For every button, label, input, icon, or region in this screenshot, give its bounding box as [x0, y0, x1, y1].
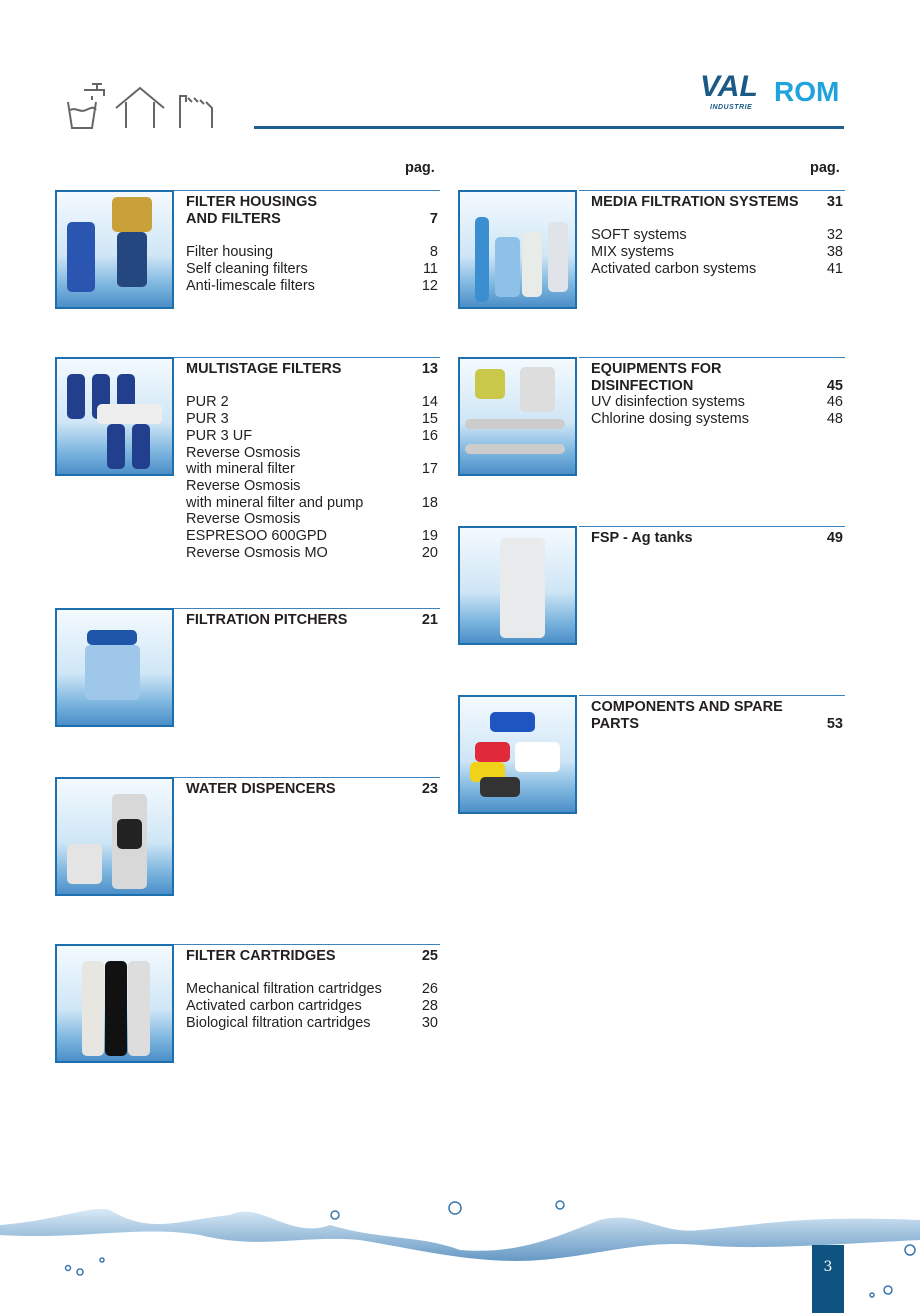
section-divider	[174, 608, 440, 609]
toc-item-page: 41	[826, 260, 843, 277]
spacer	[186, 227, 438, 244]
toc-item-label: with mineral filter	[186, 461, 295, 478]
toc-item[interactable]	[186, 1015, 438, 1032]
toc-item-page: 48	[826, 411, 843, 428]
section-title-label: WATER DISPENCERS	[186, 781, 336, 797]
section-thumbnail-image	[55, 944, 174, 1063]
toc-item-label: Chlorine dosing systems	[591, 411, 749, 428]
section-title-label: MEDIA FILTRATION SYSTEMS	[591, 194, 799, 210]
toc-item[interactable]	[591, 244, 843, 261]
section-title[interactable]	[591, 194, 843, 211]
product-shape	[107, 424, 125, 469]
toc-item-label: SOFT systems	[591, 227, 687, 244]
toc-item-page: 15	[421, 411, 438, 428]
toc-item-label: Biological filtration cartridges	[186, 1014, 371, 1031]
section-title-label: FILTRATION PITCHERS	[186, 612, 348, 628]
product-shape	[495, 237, 520, 297]
product-shape	[67, 844, 102, 884]
product-shape	[112, 197, 152, 232]
product-shape	[490, 712, 535, 732]
section-title-page: 31	[826, 194, 843, 210]
section-title-page: 53	[826, 715, 843, 732]
product-shape	[85, 645, 140, 700]
product-shape	[475, 742, 510, 762]
toc-item-label: Reverse Osmosis MO	[186, 544, 328, 561]
toc-item-label: PUR 3	[186, 411, 229, 428]
product-shape	[67, 374, 85, 419]
section-title-label: FILTER HOUSINGS	[186, 194, 318, 210]
section-title[interactable]	[591, 378, 843, 395]
product-shape	[82, 961, 104, 1056]
section-text	[186, 948, 438, 1032]
toc-item[interactable]	[186, 461, 438, 478]
section-title[interactable]	[186, 948, 438, 965]
toc-item[interactable]	[186, 445, 438, 462]
toc-item[interactable]	[186, 511, 438, 528]
product-shape	[522, 232, 542, 297]
logo-text-val: VAL	[700, 70, 758, 103]
section-divider	[174, 944, 440, 945]
toc-item-page: 28	[421, 998, 438, 1015]
toc-item-label: Reverse Osmosis	[186, 477, 301, 494]
section-text	[186, 612, 438, 629]
section-title[interactable]	[186, 612, 438, 629]
toc-item[interactable]	[186, 394, 438, 411]
section-title-page: 25	[421, 948, 438, 964]
section-title-page: 21	[421, 612, 438, 628]
toc-item-page: 17	[421, 461, 438, 478]
section-divider	[579, 190, 845, 191]
toc-item-page: 32	[826, 227, 843, 244]
section-title[interactable]	[186, 194, 438, 211]
section-divider	[174, 777, 440, 778]
header-divider	[254, 126, 844, 129]
right-page-column-header: pag.	[810, 160, 840, 176]
toc-item-page: 46	[826, 394, 843, 411]
section-thumbnail-image	[458, 695, 577, 814]
product-shape	[97, 404, 162, 424]
toc-item[interactable]	[186, 261, 438, 278]
section-text	[186, 781, 438, 798]
section-text	[186, 194, 438, 294]
faucet-glass-icon	[68, 84, 104, 128]
section-thumbnail-image	[55, 608, 174, 727]
toc-item-label: Self cleaning filters	[186, 260, 308, 277]
product-shape	[480, 777, 520, 797]
product-shape	[548, 222, 568, 292]
section-text	[591, 530, 843, 547]
toc-item-label: Reverse Osmosis	[186, 511, 301, 528]
toc-item[interactable]	[186, 478, 438, 495]
product-shape	[87, 630, 137, 645]
toc-item-page: 12	[421, 277, 438, 294]
toc-item-page: 20	[421, 544, 438, 561]
left-page-column-header: pag.	[405, 160, 435, 176]
spacer	[591, 211, 843, 228]
water-wave-decoration	[0, 1180, 920, 1313]
toc-item[interactable]	[186, 495, 438, 512]
logo-tagline: INDUSTRIE	[710, 104, 753, 111]
toc-item-page: 19	[421, 528, 438, 545]
toc-item-page: 16	[421, 427, 438, 444]
section-divider	[174, 190, 440, 191]
toc-item[interactable]	[591, 227, 843, 244]
toc-item[interactable]	[186, 545, 438, 562]
section-title-label: MULTISTAGE FILTERS	[186, 361, 342, 377]
toc-item-label: MIX systems	[591, 244, 674, 261]
product-shape	[117, 819, 142, 849]
section-divider	[579, 526, 845, 527]
toc-item[interactable]	[186, 428, 438, 445]
spacer	[186, 965, 438, 982]
section-thumbnail-image	[55, 357, 174, 476]
section-title-label: DISINFECTION	[591, 377, 694, 394]
product-shape	[520, 367, 555, 412]
section-thumbnail-image	[458, 526, 577, 645]
section-title-label: AND FILTERS	[186, 210, 281, 227]
house-icon	[116, 88, 164, 128]
toc-item[interactable]	[591, 394, 843, 411]
toc-item[interactable]	[186, 244, 438, 261]
toc-item-page: 38	[826, 244, 843, 261]
product-shape	[128, 961, 150, 1056]
product-shape	[475, 369, 505, 399]
section-title[interactable]	[591, 530, 843, 547]
valrom-logo	[700, 72, 846, 114]
toc-item[interactable]	[186, 278, 438, 295]
section-title-page: 45	[826, 377, 843, 394]
toc-item[interactable]	[186, 981, 438, 998]
product-shape	[475, 217, 489, 302]
section-text	[591, 699, 843, 732]
product-shape	[465, 444, 565, 454]
toc-item[interactable]	[591, 411, 843, 428]
toc-item-page: 18	[421, 494, 438, 511]
toc-item-label: Filter housing	[186, 244, 274, 261]
section-title[interactable]	[591, 361, 843, 378]
toc-item-label: ESPRESOO 600GPD	[186, 528, 328, 545]
section-title-label: COMPONENTS AND SPARE	[591, 699, 783, 715]
toc-item-page: 26	[421, 981, 438, 998]
section-title-label: FILTER CARTRIDGES	[186, 948, 336, 964]
section-thumbnail-image	[458, 190, 577, 309]
product-shape	[132, 424, 150, 469]
section-title[interactable]	[186, 211, 438, 228]
product-shape	[67, 222, 95, 292]
toc-item-page: 8	[429, 244, 438, 261]
section-title[interactable]	[186, 361, 438, 378]
section-divider	[579, 695, 845, 696]
section-text	[591, 361, 843, 428]
toc-item-label: Activated carbon cartridges	[186, 998, 362, 1015]
toc-item[interactable]	[186, 411, 438, 428]
toc-item[interactable]	[591, 261, 843, 278]
toc-item-label: Mechanical filtration cartridges	[186, 981, 382, 998]
toc-item[interactable]	[186, 528, 438, 545]
toc-item-page: 11	[422, 260, 438, 277]
section-text	[591, 194, 843, 278]
section-title-label: PARTS	[591, 715, 640, 732]
toc-item-label: Anti-limescale filters	[186, 277, 315, 294]
section-title-page: 49	[826, 530, 843, 546]
product-shape	[117, 232, 147, 287]
section-divider	[174, 357, 440, 358]
toc-item[interactable]	[186, 998, 438, 1015]
section-title[interactable]	[591, 699, 843, 716]
product-shape	[515, 742, 560, 772]
section-title[interactable]	[591, 716, 843, 733]
section-thumbnail-image	[458, 357, 577, 476]
section-title[interactable]	[186, 781, 438, 798]
toc-item-label: PUR 2	[186, 394, 229, 411]
section-title-label: EQUIPMENTS FOR	[591, 361, 722, 377]
toc-item-page: 14	[421, 394, 438, 411]
toc-item-label: Activated carbon systems	[591, 260, 757, 277]
section-title-page: 13	[421, 361, 438, 377]
toc-item-label: Reverse Osmosis	[186, 444, 301, 461]
toc-item-label: with mineral filter and pump	[186, 494, 364, 511]
water-house-icons	[64, 80, 224, 130]
section-thumbnail-image	[55, 777, 174, 896]
section-thumbnail-image	[55, 190, 174, 309]
product-shape	[465, 419, 565, 429]
product-shape	[105, 961, 127, 1056]
spacer	[186, 378, 438, 395]
toc-item-label: UV disinfection systems	[591, 394, 745, 411]
toc-item-label: PUR 3 UF	[186, 427, 253, 444]
radiator-icon	[180, 96, 212, 128]
section-title-page: 23	[421, 781, 438, 797]
section-text	[186, 361, 438, 561]
section-title-label: FSP - Ag tanks	[591, 530, 693, 546]
toc-item-page: 30	[421, 1014, 438, 1031]
section-divider	[579, 357, 845, 358]
logo-text-rom: ROM	[774, 76, 840, 107]
page-number-badge: 3	[812, 1245, 844, 1313]
section-title-page: 7	[429, 210, 438, 227]
product-shape	[500, 538, 545, 638]
